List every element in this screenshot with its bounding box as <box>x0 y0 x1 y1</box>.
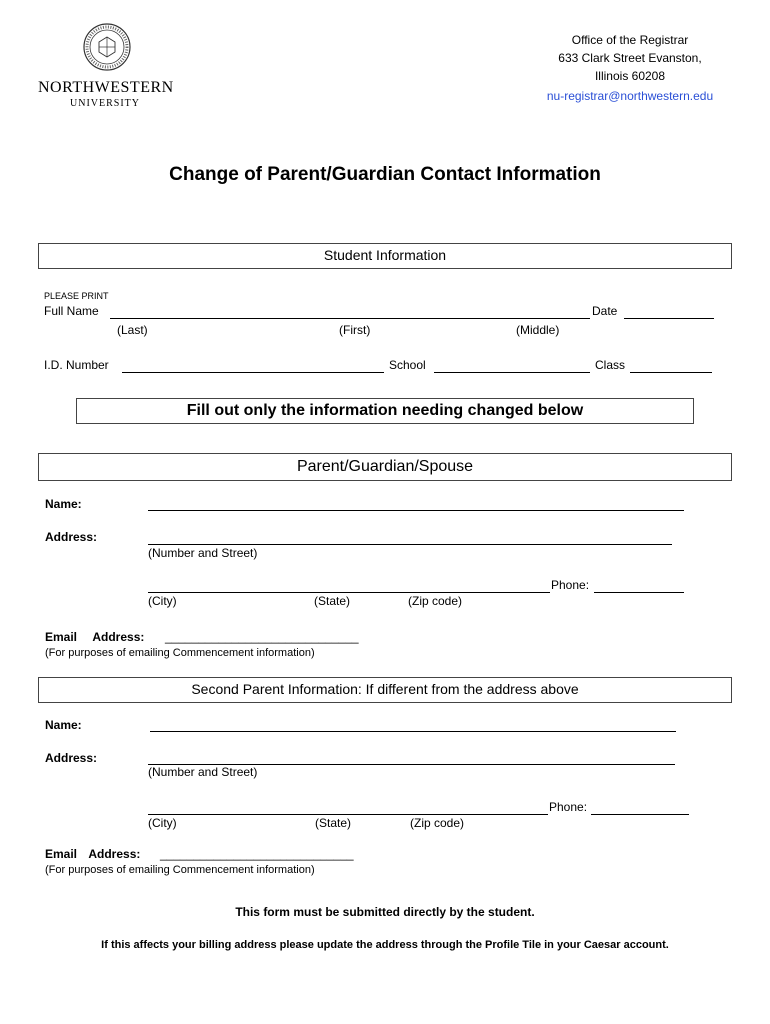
office-line-3: Illinois 60208 <box>594 69 666 83</box>
parent-email-address-word: Address: <box>92 630 145 644</box>
logo-name: NORTHWESTERN <box>38 79 174 96</box>
second-name-label: Name: <box>45 718 82 732</box>
parent-city-field[interactable] <box>148 592 550 593</box>
second-name-field[interactable] <box>150 731 676 732</box>
id-number-field[interactable] <box>122 372 384 373</box>
logo-sub: UNIVERSITY <box>70 98 140 109</box>
full-name-label: Full Name <box>44 304 99 318</box>
parent-state-label: (State) <box>314 594 351 608</box>
second-state-label: (State) <box>315 816 352 830</box>
parent-name-label: Name: <box>45 497 82 511</box>
parent-header-title: Parent/Guardian/Spouse <box>296 458 474 475</box>
date-field[interactable] <box>624 318 714 319</box>
parent-city-label: (City) <box>148 594 177 608</box>
parent-name-field[interactable] <box>148 510 684 511</box>
school-label: School <box>389 358 426 372</box>
second-phone-field[interactable] <box>591 814 689 815</box>
second-city-label: (City) <box>148 816 177 830</box>
parent-address-label: Address: <box>45 530 98 544</box>
second-email-note: (For purposes of emailing Commencement information) <box>45 864 315 876</box>
university-seal-icon <box>82 22 132 72</box>
parent-email-label <box>45 630 144 644</box>
school-field[interactable] <box>434 372 590 373</box>
class-label: Class <box>595 358 626 372</box>
please-print-label: PLEASE PRINT <box>44 291 109 301</box>
parent-number-street-label: (Number and Street) <box>148 546 258 560</box>
second-number-street-label: (Number and Street) <box>148 765 258 779</box>
second-email-label-word: Email <box>45 847 78 861</box>
second-phone-label: Phone: <box>549 800 588 814</box>
student-info-title: Student Information <box>323 247 447 263</box>
first-label: (First) <box>339 323 371 337</box>
notice-box <box>76 398 694 424</box>
class-field[interactable] <box>630 372 712 373</box>
second-parent-header-title: Second Parent Information: If different from the address above <box>191 681 579 697</box>
second-city-field[interactable] <box>148 814 548 815</box>
date-label: Date <box>592 304 618 318</box>
parent-zip-label: (Zip code) <box>408 594 463 608</box>
second-email-label <box>45 847 140 861</box>
full-name-field[interactable] <box>110 318 590 319</box>
second-email-field[interactable]: _____________________________ <box>160 847 354 861</box>
second-parent-header <box>38 677 732 703</box>
parent-phone-field[interactable] <box>594 592 684 593</box>
parent-email-field[interactable]: _____________________________ <box>165 630 359 644</box>
university-logo <box>36 22 181 117</box>
notice-text: Fill out only the information needing changed below <box>186 402 584 419</box>
footer-line-1: This form must be submitted directly by the student. <box>235 905 535 919</box>
parent-header <box>38 453 732 481</box>
page-title: Change of Parent/Guardian Contact Information <box>169 164 601 185</box>
second-email-address-word: Address: <box>88 847 141 861</box>
id-number-label: I.D. Number <box>44 358 109 372</box>
last-label: (Last) <box>117 323 148 337</box>
second-address-label: Address: <box>45 751 98 765</box>
parent-phone-label: Phone: <box>551 578 590 592</box>
second-zip-label: (Zip code) <box>410 816 465 830</box>
parent-email-note: (For purposes of emailing Commencement information) <box>45 647 315 659</box>
office-address <box>520 31 740 105</box>
middle-label: (Middle) <box>516 323 560 337</box>
office-email-link[interactable]: nu-registrar@northwestern.edu <box>546 89 714 103</box>
office-line-2: 633 Clark Street Evanston, <box>558 51 702 65</box>
office-line-1: Office of the Registrar <box>571 33 689 47</box>
parent-street-field[interactable] <box>148 544 672 545</box>
footer-line-2: If this affects your billing address please update the address through the Profile Tile in your Caesar account. <box>101 939 669 951</box>
student-info-header <box>38 243 732 269</box>
parent-email-label-word: Email <box>45 630 78 644</box>
